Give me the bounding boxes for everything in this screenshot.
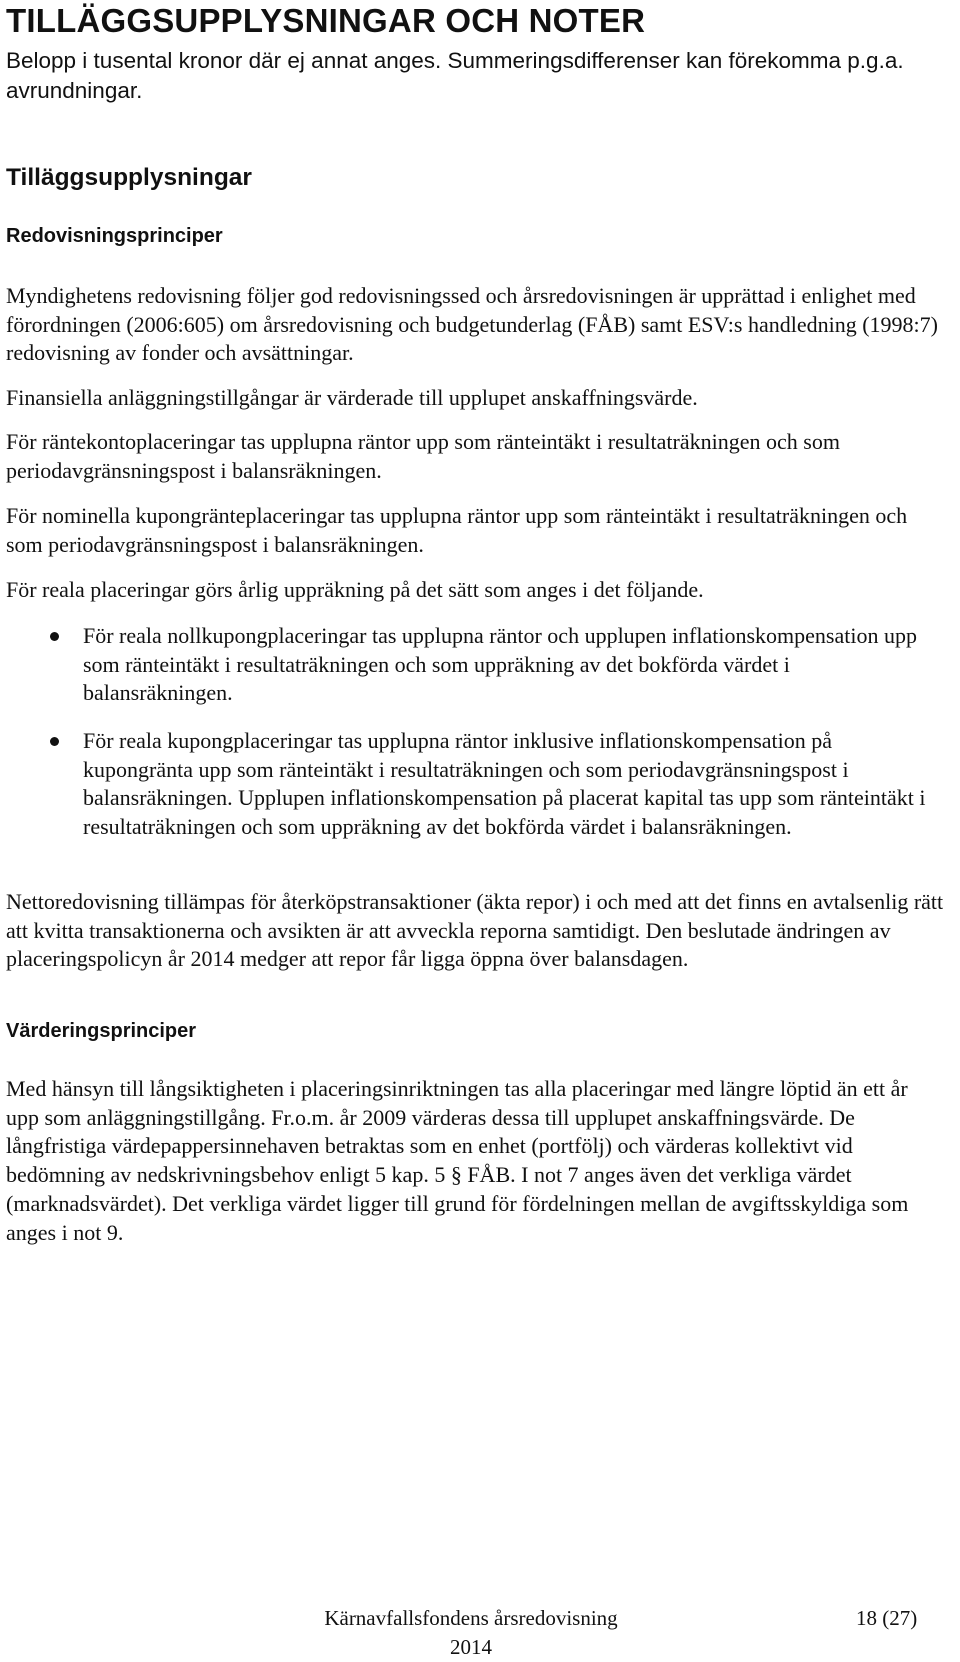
subheading-redovisningsprinciper: Redovisningsprinciper xyxy=(6,225,223,247)
section-heading: Tilläggsupplysningar xyxy=(6,164,252,191)
paragraph-4: För nominella kupongränteplaceringar tas upplupna räntor upp som ränteintäkt i resultaträkningen och som periodavgränsningspost i balansräkningen. xyxy=(6,503,908,557)
page-title: TILLÄGGSUPPLYSNINGAR OCH NOTER xyxy=(6,2,646,39)
bullet-icon xyxy=(50,632,59,641)
paragraph-5: För reala placeringar görs årlig uppräkning på det sätt som anges i det följande. xyxy=(6,577,704,602)
footer-report-name: Kärnavfallsfondens årsredovisning 2014 xyxy=(324,1606,618,1659)
paragraph-1: Myndighetens redovisning följer god redovisningssed och årsredovisningen är upprättad i enlighet med förordningen (2006:605) om årsredovisning och budgetunderlag (FÅB) samt ESV:s handledning (1998:7) redovisning av fonder och avsättningar. xyxy=(6,283,938,366)
bullet-icon xyxy=(50,737,59,746)
paragraph-6: Nettoredovisning tillämpas för återköpstransaktioner (äkta repor) i och med att det finns en avtalsenlig rätt att kvitta transaktionerna och avsikten är att avveckla reporna samtidigt. Den beslutade ändringen av placeringspolicyn år 2014 medger att repor får ligga öppna över balansdagen. xyxy=(6,889,944,972)
list-item-text: För reala kupongplaceringar tas upplupna räntor inklusive inflationskompensation på kupongränta upp som ränteintäkt i resultaträkningen och som periodavgränsningspost i balansräkningen. Upplupen inflationskompensation på placerat kapital tas upp som ränteintäkt i resultaträkningen och som uppräkning av det bokförda värdet i balansräkningen. xyxy=(83,728,926,840)
list-item-text: För reala nollkupongplaceringar tas upplupna räntor och upplupen inflationskompensation upp som ränteintäkt i resultaträkningen och som uppräkning av det bokförda värdet i balansräkningen. xyxy=(83,623,917,706)
footer-page-number: 18 (27) xyxy=(856,1606,918,1630)
paragraph-7: Med hänsyn till långsiktigheten i placeringsinriktningen tas alla placeringar med längre löptid än ett år upp som anläggningstillgång. Fr.o.m. år 2009 värderas dessa till upplupet anskaffningsvärde. De långfristiga värdepappersinnehaven betraktas som en enhet (portfölj) och värderas kollektivt vid bedömning av nedskrivningsbehov enligt 5 kap. 5 § FÅB. I not 7 anges även det verkliga värdet (marknadsvärdet). Det verkliga värdet ligger till grund för fördelningen mellan de avgiftsskyldiga som anges i not 9. xyxy=(6,1076,909,1245)
subheading-varderingsprinciper: Värderingsprinciper xyxy=(6,1020,197,1042)
list-item xyxy=(6,727,946,842)
paragraph-2: Finansiella anläggningstillgångar är värderade till upplupet anskaffningsvärde. xyxy=(6,385,698,410)
paragraph-3: För räntekontoplaceringar tas upplupna räntor upp som ränteintäkt i resultaträkningen och som periodavgränsningspost i balansräkningen. xyxy=(6,429,840,483)
page-subtitle: Belopp i tusental kronor där ej annat anges. Summeringsdifferenser kan förekomma p.g.a. avrundningar. xyxy=(6,48,904,103)
list-item xyxy=(6,622,946,708)
